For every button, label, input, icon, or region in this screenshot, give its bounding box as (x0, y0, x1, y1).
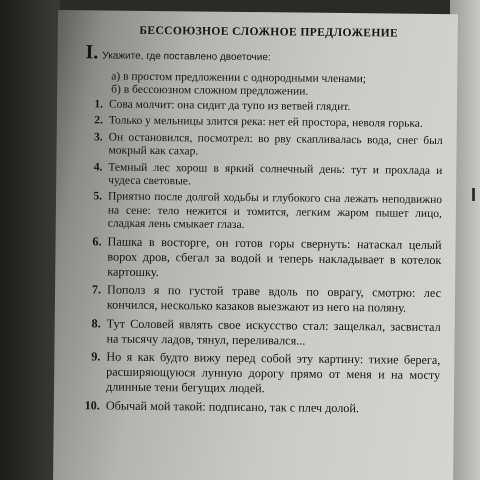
page-title: БЕССОЮЗНОЕ СЛОЖНОЕ ПРЕДЛОЖЕНИЕ (139, 24, 399, 40)
list-item (80, 316, 440, 350)
side-mark: I (470, 185, 476, 205)
sentence-list (80, 98, 443, 417)
list-item (82, 161, 442, 192)
task-number: I. (85, 41, 99, 64)
list-item (80, 398, 440, 417)
list-item (81, 234, 441, 283)
item-text: Обычай мой такой: подписано, так с плеч долой. (105, 398, 360, 415)
item-number: 2. (94, 114, 103, 127)
task-instruction: Укажите, где поставлено двоеточие: (102, 50, 271, 64)
option-b: б) в бессоюзном сложном предложении. (111, 83, 309, 98)
item-text: Пополз я по густой траве вдоль по оврагу, смотрю: лес кончился, несколько казаков выезжают из него на поляну. (106, 282, 442, 316)
item-text: Темный лес хорош в яркий солнечный день: тут и прохлада и чудеса световые. (108, 161, 443, 188)
item-text: Он остановился, посмотрел: во рву скапливалась вода, снег был мокрый как сахар. (108, 131, 443, 158)
item-number: 4. (93, 161, 103, 174)
item-number: 8. (91, 316, 101, 331)
item-number: 7. (91, 282, 102, 297)
list-item (80, 349, 440, 398)
task-header (83, 42, 443, 66)
document-page (53, 10, 458, 480)
item-number: 3. (93, 131, 103, 144)
item-text: Но я как будто вижу перед собой эту картину: тихие берега, расширяющуюся лунную дорогу прямо от меня и на мосту длинные тени бегущих людей. (105, 349, 441, 396)
list-item (81, 283, 441, 317)
item-text: Приятно после долгой ходьбы и глубокого сна лежать неподвижно на сене: тело нежится и томится, легким жаром пышет лицо, сладкая лень смыкает глаза. (107, 190, 443, 232)
list-item (82, 131, 442, 162)
item-number: 5. (93, 190, 103, 203)
item-number: 9. (91, 349, 101, 364)
item-number: 10. (84, 397, 100, 413)
background-left (0, 0, 60, 480)
list-item (83, 98, 443, 115)
item-number: 6. (92, 234, 102, 249)
item-text: Сова молчит: она сидит да тупо из ветвей глядит. (108, 98, 351, 114)
option-a: а) в простом предложении с однородными членами; (111, 70, 367, 86)
item-text: Только у мельницы злится река: нет ей простора, неволя горька. (108, 114, 423, 131)
item-number: 1. (94, 98, 104, 111)
item-text: Тут Соловей являть свое искусство стал: защелкал, засвистал на тысячу ладов, тянул, переливался... (106, 316, 441, 348)
options-list (83, 70, 443, 100)
list-item (83, 115, 443, 132)
item-text: Пашка в восторге, он готов горы свернуть: натаскал целый ворох дров, сбегал за водой и теперь накладывает в котелок картошку. (107, 234, 442, 280)
list-item (82, 191, 442, 235)
